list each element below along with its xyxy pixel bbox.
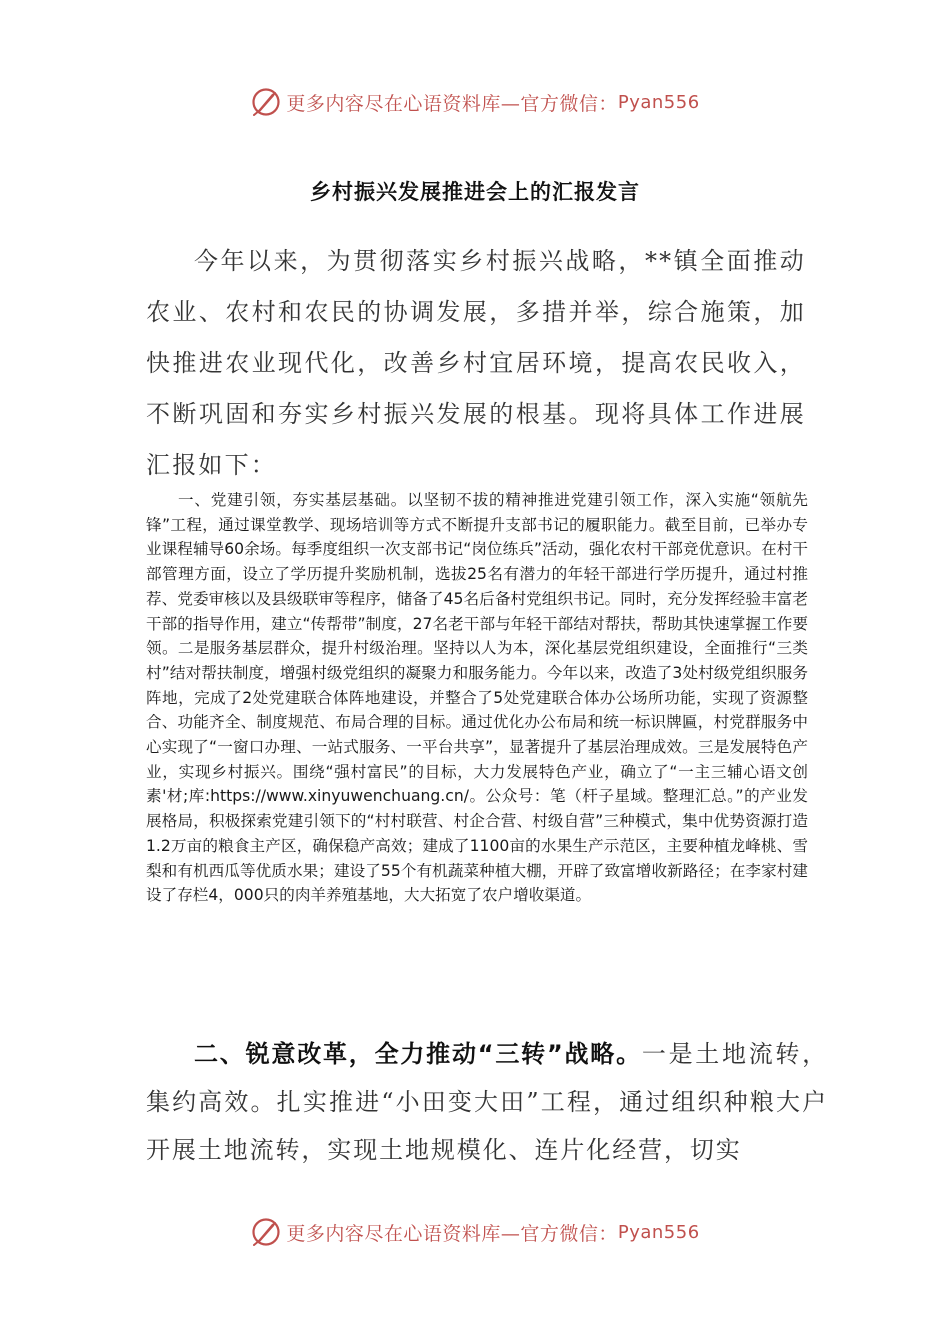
footer-wechat-id: Pyan556	[617, 1221, 700, 1243]
footer-banner-text: 更多内容尽在心语资料库—官方微信：	[286, 1222, 618, 1245]
section-2-body: 一是土地流转，集约高效。扎实推进“小田变大田”工程，通过组织种粮大户开展土地流转，实现土地规模化、连片化经营，切实	[146, 1040, 828, 1164]
footer-banner	[0, 1212, 950, 1252]
quill-pen-logo-icon	[250, 1216, 282, 1248]
section-2-heading: 二、锐意改革，全力推动“三转”战略。	[194, 1040, 642, 1068]
document-title: 乡村振兴发展推进会上的汇报发言	[310, 180, 640, 204]
header-banner	[0, 82, 950, 122]
intro-paragraph: 今年以来，为贯彻落实乡村振兴战略，**镇全面推动农业、农村和农民的协调发展，多措并举，综合施策，加快推进农业现代化，改善乡村宜居环境，提高农民收入，不断巩固和夯实乡村振兴发展的根基。现将具体工作进展汇报如下：	[146, 247, 806, 479]
quill-pen-logo-icon	[250, 86, 282, 118]
header-banner-text: 更多内容尽在心语资料库—官方微信：	[286, 92, 618, 115]
section-1-paragraph: 一、党建引领，夯实基层基础。以坚韧不拔的精神推进党建引领工作，深入实施“领航先锋”工程，通过课堂教学、现场培训等方式不断提升支部书记的履职能力。截至目前，已举办专业课程辅导60余场。每季度组织一次支部书记“岗位练兵”活动，强化农村干部竞优意识。在村干部管理方面，设立了学历提升奖励机制，选拔25名有潜力的年轻干部进行学历提升，通过村推荐、党委审核以及县级联审等程序，储备了45名后备村党组织书记。同时，充分发挥经验丰富老干部的指导作用，建立“传帮带”制度，27名老干部与年轻干部结对帮扶，帮助其快速掌握工作要领。二是服务基层群众，提升村级治理。坚持以人为本，深化基层党组织建设，全面推行“三类村”结对帮扶制度，增强村级党组织的凝聚力和服务能力。今年以来，改造了3处村级党组织服务阵地，完成了2处党建联合体阵地建设，并整合了5处党建联合体办公场所功能，实现了资源整合、功能齐全、制度规范、布局合理的目标。通过优化办公布局和统一标识牌匾，村党群服务中心实现了“一窗口办理、一站式服务、一平台共享”，显著提升了基层治理成效。三是发展特色产业，实现乡村振兴。围绕“强村富民”的目标，大力发展特色产业，确立了“一主三辅心语文创素'材;库:https://www.xinyuwenchuang.cn/。公众号：笔（杆子星域。整理汇总。”的产业发展格局，积极探索党建引领下的“村村联营、村企合营、村级自营”三种模式，集中优势资源打造1.2万亩的粮食主产区，确保稳产高效；建成了1100亩的水果生产示范区，主要种植龙峰桃、雪梨和有机西瓜等优质水果；建设了55个有机蔬菜种植大棚，开辟了致富增收新路径；在李家村建设了存栏4，000只的肉羊养殖基地，大大拓宽了农户增收渠道。	[146, 491, 808, 905]
header-wechat-id: Pyan556	[617, 91, 700, 113]
section-2-paragraph	[146, 1030, 828, 1174]
